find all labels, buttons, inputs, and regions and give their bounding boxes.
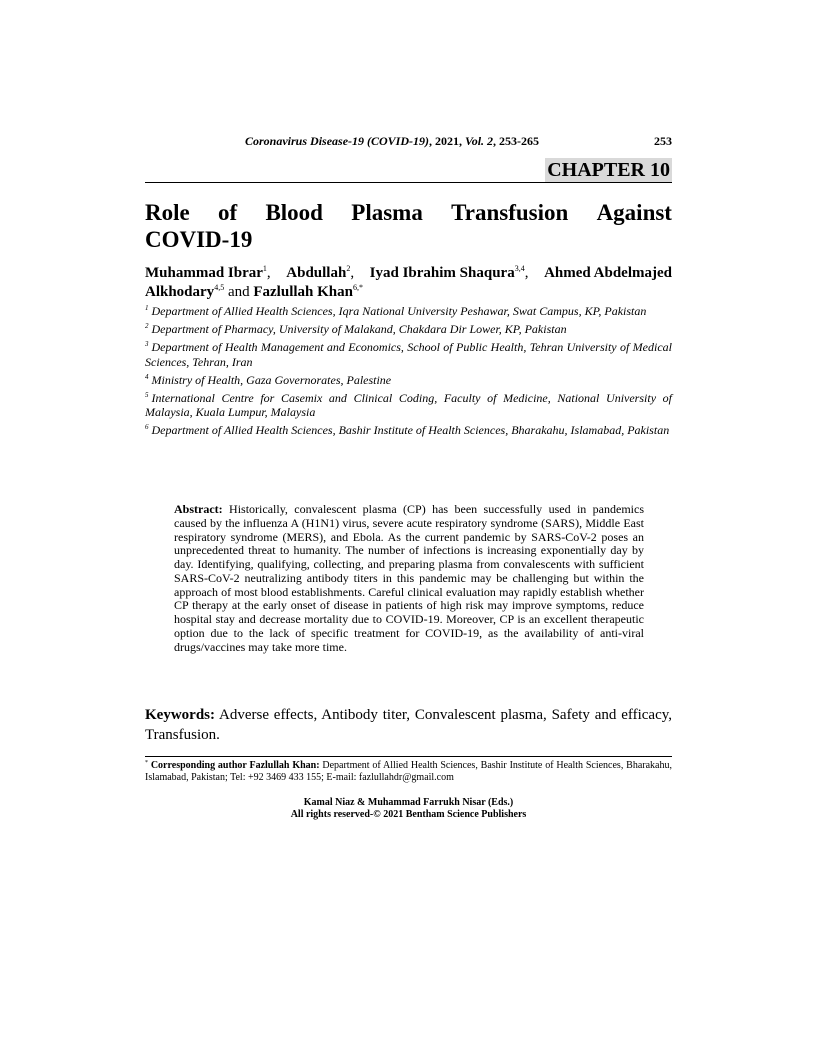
page-number: 253 <box>654 134 672 148</box>
author-name: Iyad Ibrahim Shaqura <box>369 265 515 281</box>
affiliation: $^4$ Ministry of Health, Gaza Governorates, Palestine <box>145 372 392 387</box>
author-name: Fazlullah Khan <box>253 284 353 300</box>
footnote-rule <box>145 756 672 757</box>
affiliation: $^6$ Department of Allied Health Sciences, Bashir Institute of Health Sciences, Bharakahu, Islamabad, Pakistan <box>145 423 670 437</box>
author-name-part: Ahmed Abdelmajed <box>544 265 672 281</box>
affiliation-list <box>145 304 672 441</box>
affiliation: $^5$ International Centre for Casemix and Clinical Coding, Faculty of Medicine, National University of Malaysia, Kuala Lumpur, Malaysia <box>145 390 672 419</box>
author-name: Abdullah <box>286 265 347 281</box>
abstract-label: Abstract: <box>174 502 223 516</box>
title-line: COVID-19 <box>145 227 253 252</box>
journal-citation: Coronavirus Disease-19 (COVID-19), 2021, Vol. 2, 253-265 <box>245 134 540 148</box>
abstract <box>174 503 644 654</box>
author-name: Muhammad Ibrar <box>145 265 263 281</box>
editors-line: Kamal Niaz & Muhammad Farrukh Nisar (Eds.) <box>303 797 514 808</box>
affiliation: $^1$ Department of Allied Health Sciences, Iqra National University Peshawar, Swat Campus, KP, Pakistan <box>145 304 647 318</box>
title-word: Blood <box>265 200 323 225</box>
corresponding-author-footnote: * Corresponding author Fazlullah Khan: Department of Allied Health Sciences, Bashir Institute of Health Sciences, Bharakahu, Islamabad, Pakistan; Tel: +92 3469 433 155; E-mail: fazlullahdr@gmail.com <box>145 760 672 783</box>
title-word: Plasma <box>351 200 423 225</box>
affiliation: $^2$ Department of Pharmacy, University of Malakand, Chakdara Dir Lower, KP, Pakistan <box>145 322 567 336</box>
keywords-label: Keywords: <box>145 707 215 723</box>
editors-block <box>145 797 672 821</box>
copyright-line: All rights reserved-© 2021 Bentham Science Publishers <box>290 809 527 820</box>
keywords-text: Adverse effects, Antibody titer, Convalescent plasma, Safety and efficacy, Transfusion. <box>145 707 672 743</box>
author-name-part: Alkhodary <box>145 284 215 300</box>
title-word: of <box>218 200 238 225</box>
title-word: Transfusion <box>451 200 569 225</box>
abstract-text: Historically, convalescent plasma (CP) has been successfully used in pandemics caused by the influenza A (H1N1) virus, severe acute respiratory syndrome (SARS), Middle East respiratory syndrome (MERS), and Ebola. As the current pandemic by SARS-CoV-2 poses an unprecedented threat to humanity. The number of infections is increasing exponentially day by day. Identifying, qualifying, collecting, and preparing plasma from convalescents with sufficient SARS-CoV-2 neutralizing antibody titers in this pandemic may be challenging but within the approach of most blood establishments. Careful clinical evaluation may rapidly establish whether CP therapy at the early onset of disease in patients of high risk may improve symptoms, reduce hospital stay and decrease mortality due to COVID-19. Moreover, CP is an excellent therapeutic option due to the lack of specific treatment for COVID-19, as the availability of anti-viral drugs/vaccines may take more time. <box>174 502 644 654</box>
author-list: Muhammad Ibrar$^1$, Abdullah$^2$, Iyad Ibrahim Shaqura$^{3,4}$, Ahmed Abdelmajed Alkhodary$^{4,5}$ and Fazlullah Khan$^{6,*}$ <box>145 264 672 300</box>
affiliation: $^3$ Department of Health Management and Economics, School of Public Health, Tehran University of Medical Sciences, Tehran, Iran <box>145 340 672 369</box>
title-word: Role <box>145 200 190 225</box>
title-word: Against <box>596 200 672 225</box>
paper-title <box>145 199 672 253</box>
keywords <box>145 705 672 745</box>
header-rule <box>145 182 672 183</box>
chapter-label: CHAPTER 10 <box>547 159 670 181</box>
